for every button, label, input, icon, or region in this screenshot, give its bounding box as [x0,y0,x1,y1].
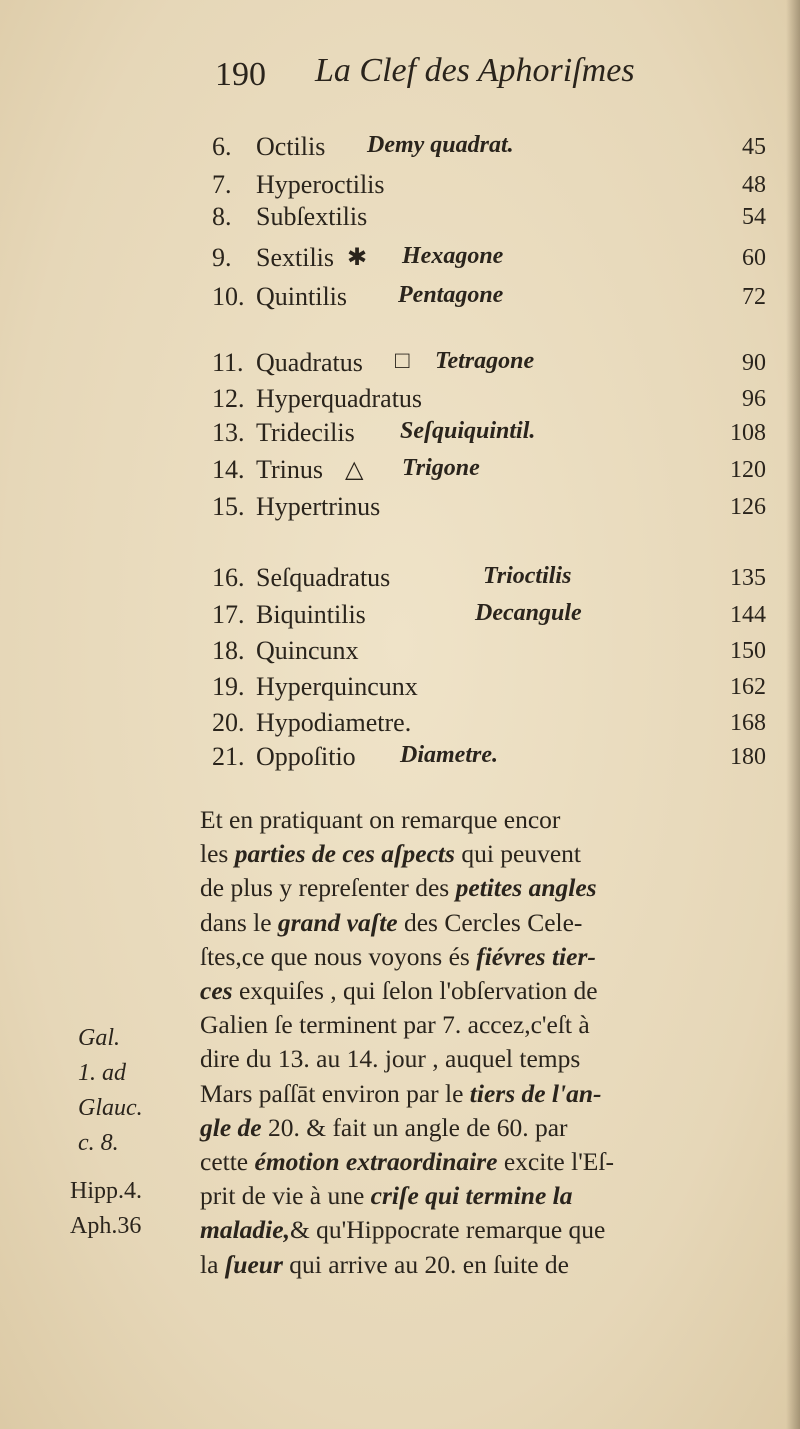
aspect-french-name: Tetragone [435,348,535,374]
aspect-number: 20. [212,708,245,737]
aspect-number: 13. [212,418,245,447]
aspect-number: 15. [212,492,245,521]
aspect-degrees: 120 [730,457,766,483]
margin-note: Aph.36 [70,1213,142,1239]
aspect-number: 21. [212,742,245,771]
aspect-degrees: 135 [730,565,766,591]
text-line [200,1181,573,1214]
margin-note: 1. ad [78,1060,126,1086]
aspect-name: Hypertrinus [256,492,381,521]
aspect-french-name: Seſquiquintil. [400,418,536,444]
aspect-name: Octilis [256,132,326,161]
roman-text: prit de vie à une [200,1181,371,1211]
roman-text: dire du 13. au 14. jour , auquel temps [200,1044,581,1074]
aspect-name: Quintilis [256,282,348,311]
roman-text: excite l'Eſ- [497,1147,614,1176]
italic-text: petites angles [455,873,597,903]
aspect-french-name: Demy quadrat. [367,132,514,158]
aspect-name: Seſquadratus [256,563,391,592]
aspect-name: Hyperoctilis [256,170,385,199]
margin-note: Gal. [78,1025,120,1051]
roman-text: exquiſes , qui ſelon l'obſervation de [232,976,598,1005]
aspect-degrees: 60 [742,245,766,271]
aspect-number: 6. [212,132,232,161]
aspect-degrees: 48 [742,172,766,198]
aspect-degrees: 150 [730,638,766,664]
aspect-french-name: Hexagone [402,243,504,269]
aspect-row [0,202,800,232]
aspect-name: Oppoſitio [256,742,356,771]
aspect-row [0,636,800,666]
aspect-name: Trinus [256,455,323,484]
text-line [200,1215,605,1248]
italic-text: gle de [200,1112,262,1142]
aspect-degrees: 54 [742,204,766,230]
roman-text: ſtes,ce que nous voyons és [200,941,477,971]
text-line [200,1147,614,1180]
page-header [215,52,775,102]
aspect-number: 12. [212,384,245,413]
aspect-degrees: 45 [742,134,766,160]
aspect-number: 11. [212,348,244,377]
roman-text: qui arrive au 20. en ſuite de [282,1249,569,1279]
aspect-degrees: 96 [742,386,766,412]
aspect-number: 18. [212,636,245,665]
aspect-symbol-icon: △ [345,457,364,483]
roman-text: dans le [200,907,278,937]
roman-text: Galien ſe terminent par 7. accez,c'eſt à [200,1010,590,1040]
aspect-number: 9. [212,243,232,272]
aspect-row [0,282,800,312]
aspect-name: Tridecilis [256,418,355,447]
aspect-row [0,492,800,522]
running-title: La Clef des Aphoriſmes [315,52,635,89]
roman-text: la [200,1249,225,1279]
margin-note: Hipp.4. [70,1178,142,1204]
aspect-number: 8. [212,202,232,231]
aspect-row [0,672,800,702]
aspect-number: 14. [212,455,245,484]
text-line [200,1010,590,1043]
aspect-name: Quadratus [256,348,363,377]
roman-text: les [200,839,235,869]
roman-text: de plus y repreſenter des [200,873,456,903]
italic-text: ſueur [224,1249,283,1279]
aspect-symbol-icon: □ [395,348,410,374]
aspect-french-name: Trioctilis [483,563,572,589]
aspect-name: Quincunx [256,636,359,665]
italic-text: parties de ces aſpects [234,839,455,869]
text-line [200,942,596,975]
aspect-number: 10. [212,282,245,311]
aspect-row [0,563,800,593]
aspect-number: 19. [212,672,245,701]
italic-text: émotion extraordinaire [254,1147,498,1176]
aspect-row [0,742,800,772]
roman-text: qui peuvent [454,839,581,869]
aspect-number: 17. [212,600,245,629]
text-line [200,1250,569,1283]
aspect-name: Sextilis [256,243,335,272]
aspect-french-name: Diametre. [400,742,498,768]
text-line [200,976,598,1009]
text-line [200,839,581,872]
aspect-name: Hyperquincunx [256,672,418,701]
aspect-number: 7. [212,170,232,199]
margin-note: c. 8. [78,1130,119,1156]
aspect-row [0,708,800,738]
aspect-french-name: Trigone [402,455,480,481]
aspect-name: Hypodiametre. [256,708,412,737]
aspect-row [0,348,800,378]
aspect-row [0,384,800,414]
italic-text: fiévres tier- [476,941,596,971]
text-line [200,1113,568,1146]
aspect-degrees: 72 [742,284,766,310]
italic-text: tiers de l'an- [469,1078,602,1108]
text-line [200,1044,580,1077]
aspect-degrees: 90 [742,350,766,376]
margin-note: Glauc. [78,1095,143,1121]
italic-text: maladie, [200,1215,290,1245]
aspect-french-name: Decangule [475,600,582,626]
italic-text: criſe qui termine la [370,1181,573,1211]
italic-text: grand vaſte [277,907,398,937]
aspect-name: Hyperquadratus [256,384,423,413]
aspect-degrees: 126 [730,494,766,520]
roman-text: des Cercles Cele- [397,907,583,937]
page-number: 190 [215,56,266,93]
aspect-row [0,600,800,630]
roman-text: cette [200,1147,255,1176]
aspect-row [0,243,800,273]
aspect-degrees: 162 [730,674,766,700]
roman-text: & qu'Hippocrate remarque que [289,1215,606,1245]
aspect-row [0,455,800,485]
aspect-row [0,418,800,448]
aspect-number: 16. [212,563,245,592]
text-line [200,805,560,838]
aspect-name: Subſextilis [256,202,368,231]
aspect-degrees: 108 [730,420,766,446]
aspect-row [0,170,800,200]
aspect-symbol-icon: ✱ [347,245,368,271]
aspect-degrees: 168 [730,710,766,736]
text-line [200,908,582,941]
text-line [200,873,597,906]
aspect-degrees: 180 [730,744,766,770]
aspect-row [0,132,800,162]
aspect-name: Biquintilis [256,600,366,629]
roman-text: Mars paſſāt environ par le [200,1078,470,1108]
aspect-french-name: Pentagone [398,282,504,308]
text-line [200,1079,602,1112]
roman-text: Et en pratiquant on remarque encor [200,805,561,834]
roman-text: 20. & fait un angle de 60. par [261,1112,568,1142]
italic-text: ces [200,976,233,1005]
aspect-degrees: 144 [730,602,766,628]
